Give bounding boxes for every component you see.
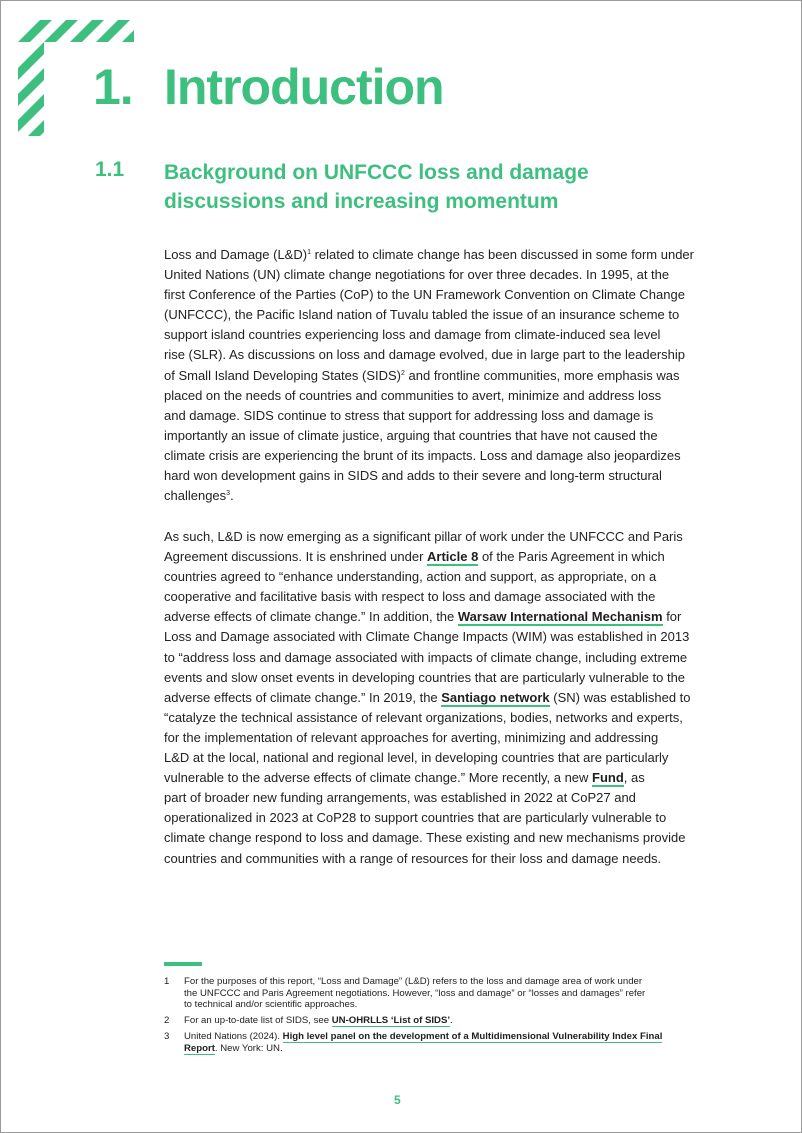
paragraph-line: countries agreed to “enhance understanding, action and support, as appropriate, on a bbox=[164, 569, 657, 585]
paragraph-line: As such, L&D is now emerging as a significant pillar of work under the UNFCCC and Paris bbox=[164, 529, 683, 544]
paragraph-line: placed on the needs of countries and communities to avert, minimize and address loss bbox=[164, 387, 662, 403]
chapter-title: Introduction bbox=[164, 59, 444, 115]
footnote-ref-3[interactable]: 3 bbox=[226, 490, 231, 498]
paragraph-line: rise (SLR). As discussions on loss and damage evolved, due in large part to the leadership bbox=[164, 347, 686, 363]
footnote-text: For an up-to-date list of SIDS, see UN-OHRLLS ‘List of SIDS’. bbox=[184, 1015, 453, 1026]
paragraph-line: events and slow onset events in developing countries that are particularly vulnerable to the bbox=[164, 669, 686, 685]
paragraph-line: importantly an issue of climate justice, arguing that countries that have not caused the bbox=[164, 427, 658, 443]
footnote-text: United Nations (2024). High level panel on the development of a Multidimensional Vulnerability Index Final Report. New York: UN. bbox=[184, 1031, 663, 1054]
section-number: 1.1 bbox=[95, 158, 125, 181]
paragraph-line: support island countries experiencing loss and damage from climate-induced sea level bbox=[164, 327, 661, 343]
footnote-ref-2[interactable]: 2 bbox=[401, 369, 405, 377]
santiago-network-link[interactable]: Santiago network bbox=[441, 689, 550, 705]
paragraph-line: climate crisis are experiencing the brunt of its impacts. Loss and damage also jeopardizes bbox=[164, 447, 681, 463]
paragraph-line: (UNFCCC), the Pacific Island nation of Tuvalu tabled the issue of an insurance scheme to bbox=[164, 307, 680, 323]
chapter-number: 1. bbox=[93, 59, 133, 115]
paragraph-line: adverse effects of climate change.” In 2019, the Santiago network (SN) was established to bbox=[164, 689, 691, 705]
fund-link[interactable]: Fund bbox=[592, 770, 624, 786]
section-title bbox=[164, 158, 724, 216]
paragraph-line: hard won development gains in SIDS and adds to their severe and long-term structural bbox=[164, 468, 662, 484]
paragraph-line: Loss and Damage associated with Climate Change Impacts (WIM) was established in 2013 bbox=[164, 629, 690, 645]
footnote-number: 2 bbox=[164, 1015, 170, 1026]
paragraph-line: and damage. SIDS continue to stress that support for addressing loss and damage is bbox=[164, 407, 654, 423]
paragraph-line: “catalyze the technical assistance of relevant organizations, bodies, networks and experts, bbox=[164, 709, 683, 725]
paragraph-line: operationalized in 2023 at CoP28 to support countries that are particularly vulnerable to bbox=[164, 810, 667, 826]
page-number: 5 bbox=[394, 1093, 401, 1107]
section-title-line: Background on UNFCCC loss and damage bbox=[164, 161, 589, 184]
warsaw-mechanism-link[interactable]: Warsaw International Mechanism bbox=[457, 609, 663, 625]
paragraph-line: first Conference of the Parties (CoP) to the UN Framework Convention on Climate Change bbox=[164, 287, 685, 303]
article-8-link[interactable]: Article 8 bbox=[427, 549, 479, 565]
paragraph-line: Agreement discussions. It is enshrined under Article 8 of the Paris Agreement in which bbox=[164, 549, 665, 565]
paragraph-line: climate change respond to loss and damage. These existing and new mechanisms provide bbox=[164, 830, 686, 846]
paragraph-line: part of broader new funding arrangements, was established in 2022 at CoP27 and bbox=[164, 790, 636, 806]
paragraph-1 bbox=[164, 245, 704, 506]
paragraph-line: United Nations (UN) climate change negotiations for over three decades. In 1995, at the bbox=[164, 267, 670, 283]
section-title-line: discussions and increasing momentum bbox=[164, 190, 559, 213]
paragraph-line: countries and communities with a range of resources for their loss and damage needs. bbox=[164, 850, 662, 866]
footnote-ref-1[interactable]: 1 bbox=[307, 249, 311, 256]
mvi-report-link[interactable]: High level panel on the development of a Multidimensional Vulnerability Index Final bbox=[282, 1031, 663, 1042]
sids-list-link[interactable]: UN-OHRLLS ‘List of SIDS’ bbox=[331, 1015, 451, 1026]
paragraph-line: vulnerable to the adverse effects of climate change.” More recently, a new Fund, as bbox=[164, 770, 645, 786]
paragraph-line: adverse effects of climate change.” In addition, the Warsaw International Mechanism for bbox=[164, 609, 682, 625]
footnote-number: 1 bbox=[164, 976, 170, 987]
paragraph-line: challenges$^3$. bbox=[164, 488, 234, 504]
paragraph-line: Loss and Damage (L&D)$^1$ related to climate change has been discussed in some form under bbox=[164, 247, 694, 262]
paragraph-line: of Small Island Developing States (SIDS)$^2$ and frontline communities, more emphasis was bbox=[164, 367, 680, 383]
paragraph-line: for the implementation of relevant approaches for averting, minimizing and addressing bbox=[164, 729, 659, 745]
footnote-text: For the purposes of this report, “Loss and Damage” (L&D) refers to the loss and damage area of work under the UNFCCC and Paris Agreement negotiations. However, “loss and damage” or “losses and damages” refer to technical and/or scientific approaches. bbox=[184, 976, 646, 1010]
paragraph-2 bbox=[164, 527, 704, 869]
mvi-report-link-cont[interactable]: Report bbox=[184, 1042, 215, 1054]
footnote-divider bbox=[164, 962, 202, 966]
paragraph-line: L&D at the local, national and regional level, in developing countries that are particularly bbox=[164, 750, 669, 766]
paragraph-line: to “address loss and damage associated with impacts of climate change, including extreme bbox=[164, 649, 688, 665]
footnote-number: 3 bbox=[164, 1031, 170, 1042]
paragraph-line: cooperative and facilitative basis with respect to loss and damage associated with the bbox=[164, 589, 656, 605]
